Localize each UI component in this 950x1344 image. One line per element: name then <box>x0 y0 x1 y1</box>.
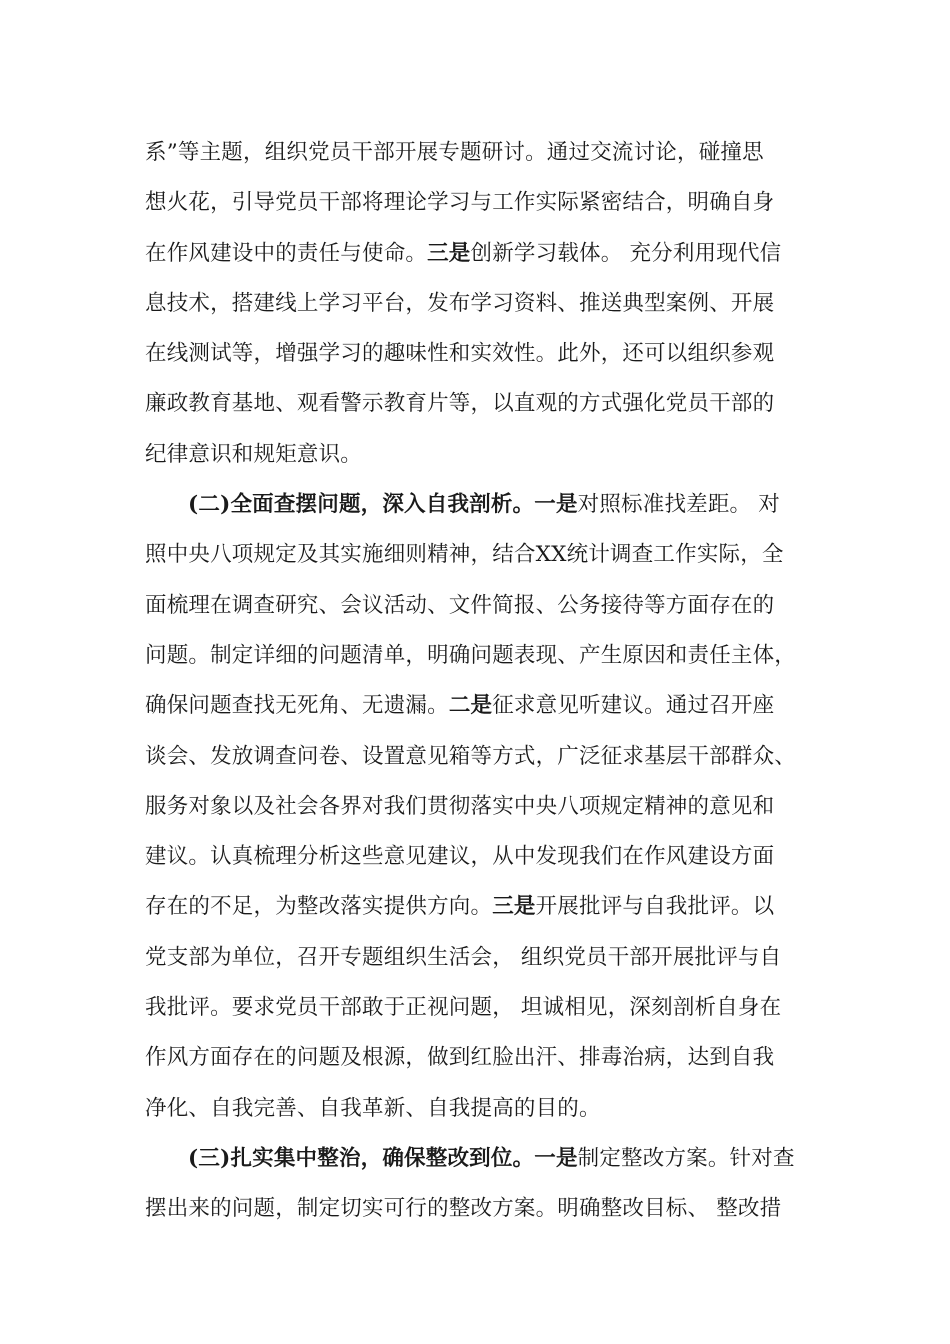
section-heading-line <box>145 1134 825 1184</box>
text-run: 息技术，搭建线上学习平台，发布学习资料、推送典型案例、开展 <box>145 290 775 316</box>
text-line <box>145 530 825 580</box>
text-run: 创新学习载体。 充分利用现代信 <box>470 240 782 266</box>
text-run: 谈会、发放调查问卷、设置意见箱等方式，广泛征求基层干部群众、 <box>145 743 797 769</box>
text-run: 纪律意识和规矩意识。 <box>145 441 363 467</box>
text-run: 在作风建设中的责任与使命。 <box>145 240 428 266</box>
text-run: 开展批评与自我批评。以 <box>535 894 775 920</box>
text-line <box>145 1084 825 1134</box>
text-line <box>145 681 825 731</box>
text-line <box>145 882 825 932</box>
text-run: 党支部为单位，召开专题组织生活会， 组织党员干部开展批评与自 <box>145 944 782 970</box>
text-run: 面梳理在调查研究、会议活动、文件简报、公务接待等方面存在的 <box>145 592 775 618</box>
text-run: 作风方面存在的问题及根源，做到红脸出汗、排毒治病，达到自我 <box>145 1045 775 1071</box>
text-line <box>145 581 825 631</box>
section-heading: (三)扎实集中整治，确保整改到位。一是 <box>188 1145 578 1171</box>
text-line <box>145 178 825 228</box>
section-heading: (二)全面查摆问题，深入自我剖析。一是 <box>188 492 578 518</box>
text-line <box>145 379 825 429</box>
text-run: 制定整改方案。针对查 <box>577 1145 795 1171</box>
text-run: 廉政教育基地、观看警示教育片等，以直观的方式强化党员干部的 <box>145 391 775 417</box>
text-run: 我批评。要求党员干部敢于正视问题， 坦诚相见，深刻剖析自身在 <box>145 995 782 1021</box>
text-run: 照中央八项规定及其实施细则精神，结合XX统计调查工作实际，全 <box>145 542 784 568</box>
text-run: 对照标准找差距。 对 <box>577 492 780 518</box>
text-run: 建议。认真梳理分析这些意见建议，从中发现我们在作风建设方面 <box>145 844 775 870</box>
section-heading-line <box>145 480 825 530</box>
text-run: 想火花，引导党员干部将理论学习与工作实际紧密结合，明确自身 <box>145 190 775 216</box>
text-run: 系”等主题，组织党员干部开展专题研讨。通过交流讨论，碰撞思 <box>145 140 764 165</box>
text-line <box>145 983 825 1033</box>
text-line <box>145 732 825 782</box>
text-run: 征求意见听建议。通过召开座 <box>492 693 775 719</box>
bold-marker: 三是 <box>492 894 536 920</box>
text-line <box>145 128 825 178</box>
text-run: 服务对象以及社会各界对我们贯彻落实中央八项规定精神的意见和 <box>145 793 775 819</box>
text-line <box>145 1033 825 1083</box>
text-line <box>145 631 825 681</box>
text-line <box>145 279 825 329</box>
text-line <box>145 832 825 882</box>
text-run: 问题。制定详细的问题清单，明确问题表现、产生原因和责任主体， <box>145 642 797 668</box>
text-run: 在线测试等，增强学习的趣味性和实效性。此外，还可以组织参观 <box>145 341 775 367</box>
text-run: 确保问题查找无死角、无遗漏。 <box>145 693 449 719</box>
text-line <box>145 229 825 279</box>
text-line <box>145 1184 825 1234</box>
text-line <box>145 430 825 480</box>
text-line <box>145 933 825 983</box>
text-run: 摆出来的问题，制定切实可行的整改方案。明确整改目标、 整改措 <box>145 1196 782 1222</box>
bold-marker: 二是 <box>448 693 493 719</box>
bold-marker: 三是 <box>427 240 471 266</box>
document-body <box>145 128 825 1235</box>
text-run: 存在的不足，为整改落实提供方向。 <box>145 894 493 920</box>
text-line <box>145 782 825 832</box>
text-line <box>145 329 825 379</box>
text-run: 净化、自我完善、自我革新、自我提高的目的。 <box>145 1095 601 1121</box>
